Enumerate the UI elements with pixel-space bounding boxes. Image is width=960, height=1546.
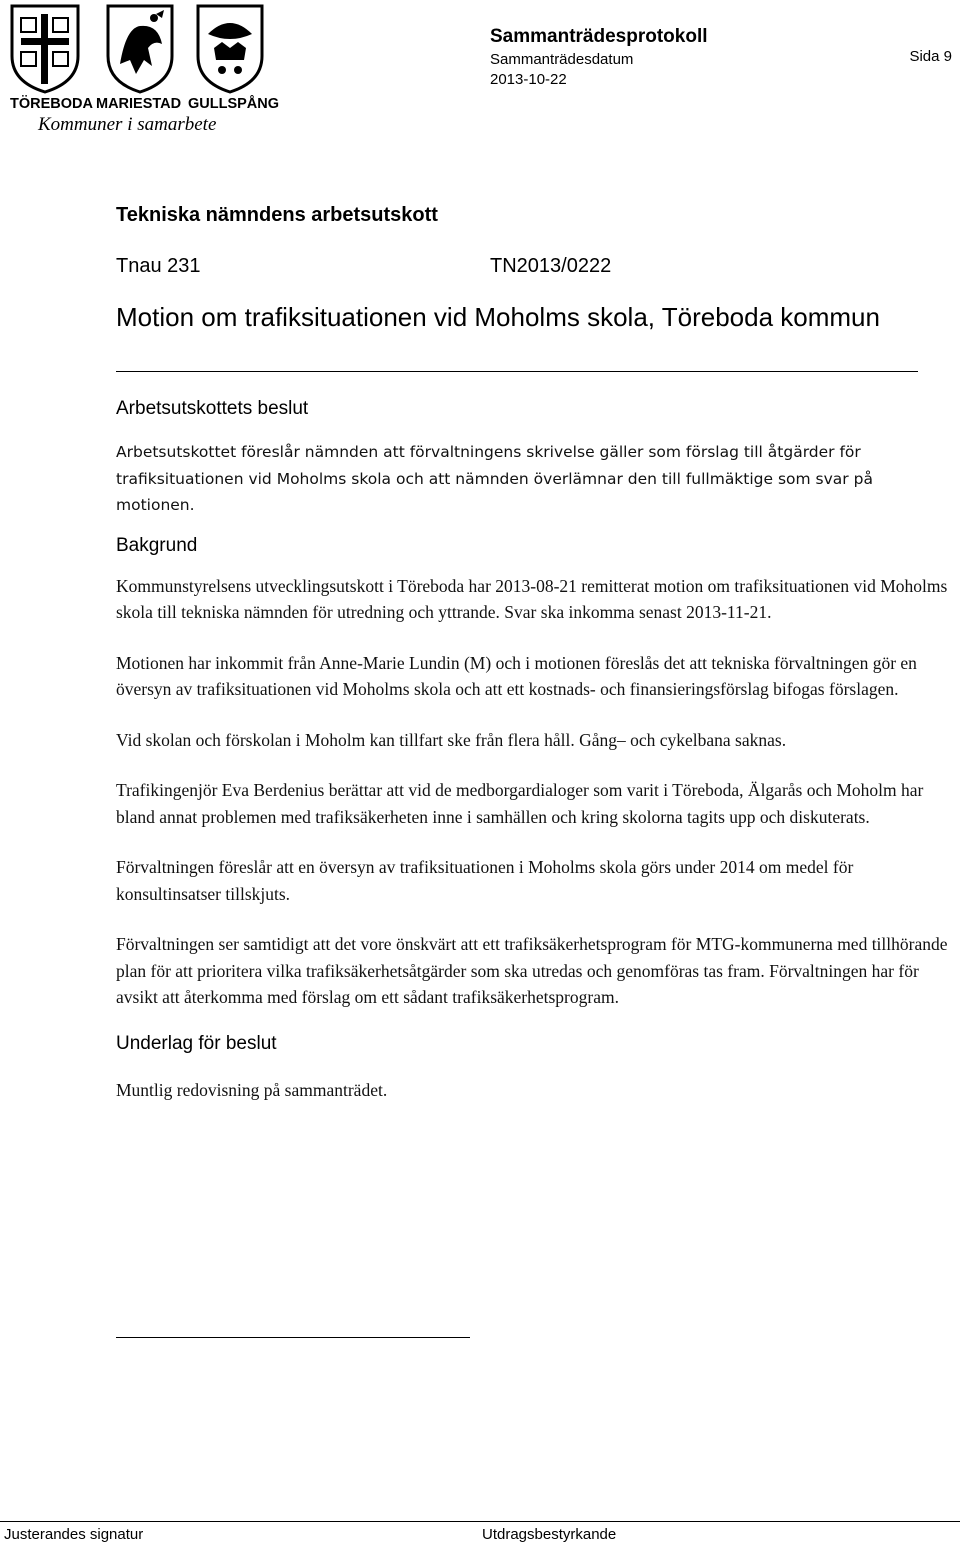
gullspang-shield-icon: [198, 6, 262, 92]
document-type-title: Sammanträdesprotokoll: [490, 26, 708, 47]
document-header: [490, 24, 952, 90]
paragraph-id: Tnau 231: [116, 255, 201, 277]
certification-label: Utdragsbestyrkande: [482, 1526, 617, 1543]
toreboda-shield-icon: [12, 6, 78, 92]
committee-name: Tekniska nämndens arbetsutskott: [116, 204, 438, 226]
signature-label: Justerandes signatur: [4, 1526, 144, 1543]
page-number: Sida 9: [909, 48, 952, 65]
background-paragraph: Vid skolan och förskolan i Moholm kan tillfart ske från flera håll. Gång– och cykelbana saknas.: [116, 729, 787, 750]
background-paragraph: Kommunstyrelsens utvecklingsutskott i Töreboda har 2013-08-21 remitterat motion om trafiksituationen vid Moholms skola till tekniska nämnden för utredning och yttrande. Svar ska inkomma senast 2013-11-21.: [116, 575, 948, 622]
decision-heading: Arbetsutskottets beslut: [116, 398, 309, 419]
decision-text: Arbetsutskottet föreslår nämnden att förvaltningens skrivelse gäller som förslag till åtgärder för trafiksituationen vid Moholms skola och att nämnden överlämnar den till fullmäktige som svar på motionen.: [116, 443, 873, 514]
background-paragraph: Motionen har inkommit från Anne-Marie Lundin (M) och i motionen föreslås det att tekniska förvaltningen gör en översyn av trafiksituationen vid Moholms skola och att ett kostnads- och finansieringsförslag bifogas förslagen.: [116, 652, 917, 699]
case-number: TN2013/0222: [490, 255, 612, 277]
logo-name-mariestad: MARIESTAD: [96, 96, 182, 112]
paragraph-reference: [116, 255, 816, 278]
meeting-date-label: Sammanträdesdatum: [490, 51, 634, 68]
end-of-section-line: [116, 1337, 470, 1338]
basis-text: Muntlig redovisning på sammanträdet.: [116, 1079, 388, 1100]
background-heading: Bakgrund: [116, 534, 198, 556]
basis-heading: Underlag för beslut: [116, 1032, 277, 1054]
meeting-date-value: 2013-10-22: [490, 71, 567, 88]
logo-name-toreboda: TÖREBODA: [10, 96, 93, 112]
municipal-logos: [8, 4, 280, 135]
background-paragraph: Trafikingenjör Eva Berdenius berättar att vid de medborgardialoger som varit i Töreboda, Älgarås och Moholm har bland annat problemen med trafiksäkerheten inne i samhällen och kring skolorna tagits upp och diskuterats.: [116, 780, 924, 827]
coat-of-arms-icon: [8, 4, 280, 135]
logo-name-gullspang: GULLSPÅNG: [188, 96, 280, 112]
logo-tagline: Kommuner i samarbete: [38, 114, 217, 135]
subject-title: Motion om trafiksituationen vid Moholms skola, Töreboda kommun: [116, 302, 880, 332]
page-footer: [0, 1521, 960, 1543]
background-paragraph: Förvaltningen föreslår att en översyn av trafiksituationen i Moholms skola görs under 2014 om medel för konsultinsatser tillskjuts.: [116, 857, 854, 904]
header-divider: [116, 371, 918, 372]
mariestad-shield-icon: [108, 6, 172, 92]
background-paragraph: Förvaltningen ser samtidigt att det vore önskvärt att ett trafiksäkerhetsprogram för MTG-kommunerna med tillhörande plan för att prioritera vilka trafiksäkerhetsåtgärder som ska utredas och genomföras tas fram. Förvaltningen har för avsikt att återkomma med förslag om ett sådant trafiksäkerhetsprogram.: [116, 934, 948, 1007]
document-body: [116, 396, 956, 1127]
